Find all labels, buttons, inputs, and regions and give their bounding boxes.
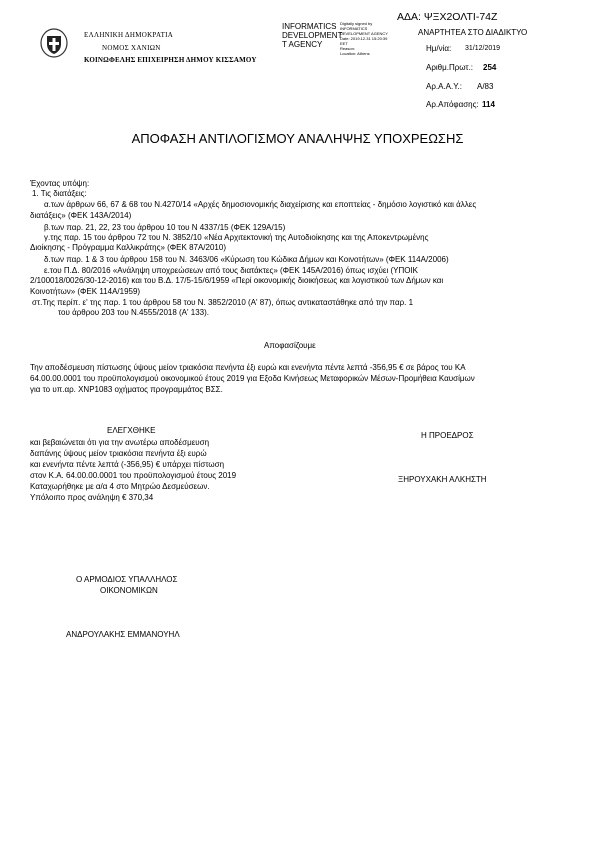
aay-label: Αρ.Α.Α.Υ.: (426, 82, 462, 91)
coat-of-arms-emblem (40, 28, 68, 58)
apof-value: 114 (482, 100, 495, 109)
body-line-13: του άρθρου 203 του Ν.4555/2018 (Α' 133). (58, 308, 210, 317)
check-line-5: Καταχωρήθηκε με α/α 4 στο Μητρώο Δεσμεύσεων. (30, 482, 210, 491)
president-name: ΞΗΡΟΥΧΑΚΗ ΑΛΚΗΣΤΗ (398, 475, 487, 484)
officer-title-2: ΟΙΚΟΝΟΜΙΚΩΝ (100, 586, 158, 595)
body-line-5: β.των παρ. 21, 22, 23 του άρθρου 10 του Ν 4337/15 (ΦΕΚ 129Α/15) (44, 223, 286, 232)
date-label: Ημ/νία: (426, 44, 452, 53)
check-line-4: στον Κ.Α. 64.00.00.0001 του προϋπολογισμού έτους 2019 (30, 471, 237, 480)
body-line-10: 2/100018/0026/30-12-2016) και του Β.Δ. 17/5-15/6/1959 «Περί οικονομικής διοικήσεως και λογιστικού των Δήμων και (30, 276, 444, 285)
org-line-1: ΕΛΛΗΝΙΚΗ ΔΗΜΟΚΡΑΤΙΑ (84, 31, 174, 39)
prot-label: Αριθμ.Πρωτ.: (426, 63, 474, 72)
officer-title-1: Ο ΑΡΜΟΔΙΟΣ ΥΠΑΛΛΗΛΟΣ (76, 575, 178, 584)
body-line-8: δ.των παρ. 1 & 3 του άρθρου 158 του Ν. 3463/06 «Κύρωση του Κώδικα Δήμων και Κοινοτήτων» (ΦΕΚ 114Α/2006) (44, 255, 449, 264)
check-line-1: και βεβαιώνεται ότι για την ανωτέρω αποδέσμευση (30, 438, 210, 447)
org-line-3: ΚΟΙΝΩΦΕΛΗΣ ΕΠΙΧΕΙΡΗΣΗ ΔΗΜΟΥ ΚΙΣΣΑΜΟΥ (84, 56, 257, 64)
agency-line-1: INFORMATICS (282, 22, 337, 31)
decision-line-1: Την αποδέσμευση πίστωσης ύψους μείον τριακόσια πενήντα έξι ευρώ και ενενήντα πέντε λεπτά -356,95 € σε βάρος του ΚΑ (30, 363, 466, 372)
officer-name: ΑΝΔΡΟΥΛΑΚΗΣ ΕΜΜΑΝΟΥΗΛ (66, 630, 180, 639)
body-line-11: Κοινοτήτων» (ΦΕΚ 114Α/1959) (30, 287, 141, 296)
prot-value: 254 (483, 63, 497, 72)
org-line-2: ΝΟΜΟΣ ΧΑΝΙΩΝ (102, 44, 161, 52)
check-title: ΕΛΕΓΧΘΗΚΕ (107, 426, 156, 435)
decision-line-3: για το υπ.αρ. ΧΝΡ1083 οχήματος προγραμμάτος ΒΣΣ. (30, 385, 223, 394)
body-line-12: στ.Της περίπ. ε' της παρ. 1 του άρθρου 58 του Ν. 3852/2010 (Α' 87), όπως αντικαταστάθηκε από την παρ. 1 (32, 298, 414, 307)
anartitea-label: ΑΝΑΡΤΗΤΕΑ ΣΤΟ ΔΙΑΔΙΚΤΥΟ (418, 28, 528, 37)
body-line-6: γ.της παρ. 15 του άρθρου 72 του Ν. 3852/10 «Νέα Αρχιτεκτονική της Αυτοδιοίκησης και της Αποκεντρωμένης (44, 233, 429, 242)
date-value: 31/12/2019 (465, 45, 501, 52)
decision-line-2: 64.00.00.0001 του προϋπολογισμού οικονομικού έτους 2019 για Εξοδα Κινήσεως Μεταφορικών Μέσων-Προμήθεια Καυσίμων (30, 374, 475, 383)
document-title: ΑΠΟΦΑΣΗ ΑΝΤΙΛΟΓΙΣΜΟΥ ΑΝΑΛΗΨΗΣ ΥΠΟΧΡΕΩΣΗΣ (131, 131, 464, 146)
body-line-3: α.των άρθρων 66, 67 & 68 του Ν.4270/14 «Αρχές δημοσιονομικής διαχείρισης και εποπτείας - δημόσιο λογιστικό και άλλες (44, 200, 477, 209)
body-line-2: 1. Τις διατάξεις: (32, 189, 87, 198)
check-line-6: Υπόλοιπο προς ανάληψη € 370,34 (30, 493, 154, 502)
ada-code: ΑΔΑ: ΨΞΧ2ΟΛΤΙ-74Ζ (397, 11, 498, 23)
apof-label: Αρ.Απόφασης: (426, 100, 479, 109)
body-line-4: διατάξεις» (ΦΕΚ 143Α/2014) (30, 211, 132, 220)
president-title: Η ΠΡΟΕΔΡΟΣ (421, 431, 474, 440)
apofasizoume-heading: Αποφασίζουμε (264, 341, 316, 350)
agency-line-2: DEVELOPMENT (282, 31, 343, 40)
aay-value: Α/83 (477, 82, 494, 91)
agency-line-3: T AGENCY (282, 40, 323, 49)
body-line-7: Διοίκησης - Πρόγραμμα Καλλικράτης» (ΦΕΚ 87Α/2010) (30, 243, 226, 252)
body-line-9: ε.του Π.Δ. 80/2016 «Ανάληψη υποχρεώσεων από τους διατάκτες» (ΦΕΚ 145Α/2016) όπως ισχύει (ΥΠΟΙΚ (44, 266, 419, 275)
signature-details: Digitally signed by INFORMATICS DEVELOPMENT AGENCY Date: 2019.12.31 15:20:39 EET Reason: Location: Athens (340, 21, 388, 56)
body-line-1: Έχοντας υπόψη: (30, 179, 90, 188)
check-line-3: και ενενήντα πέντε λεπτά (-356,95) € υπάρχει πίστωση (30, 460, 225, 469)
check-line-2: δαπάνης ύψους μείον τριακόσια πενήντα έξι ευρώ (30, 449, 207, 458)
